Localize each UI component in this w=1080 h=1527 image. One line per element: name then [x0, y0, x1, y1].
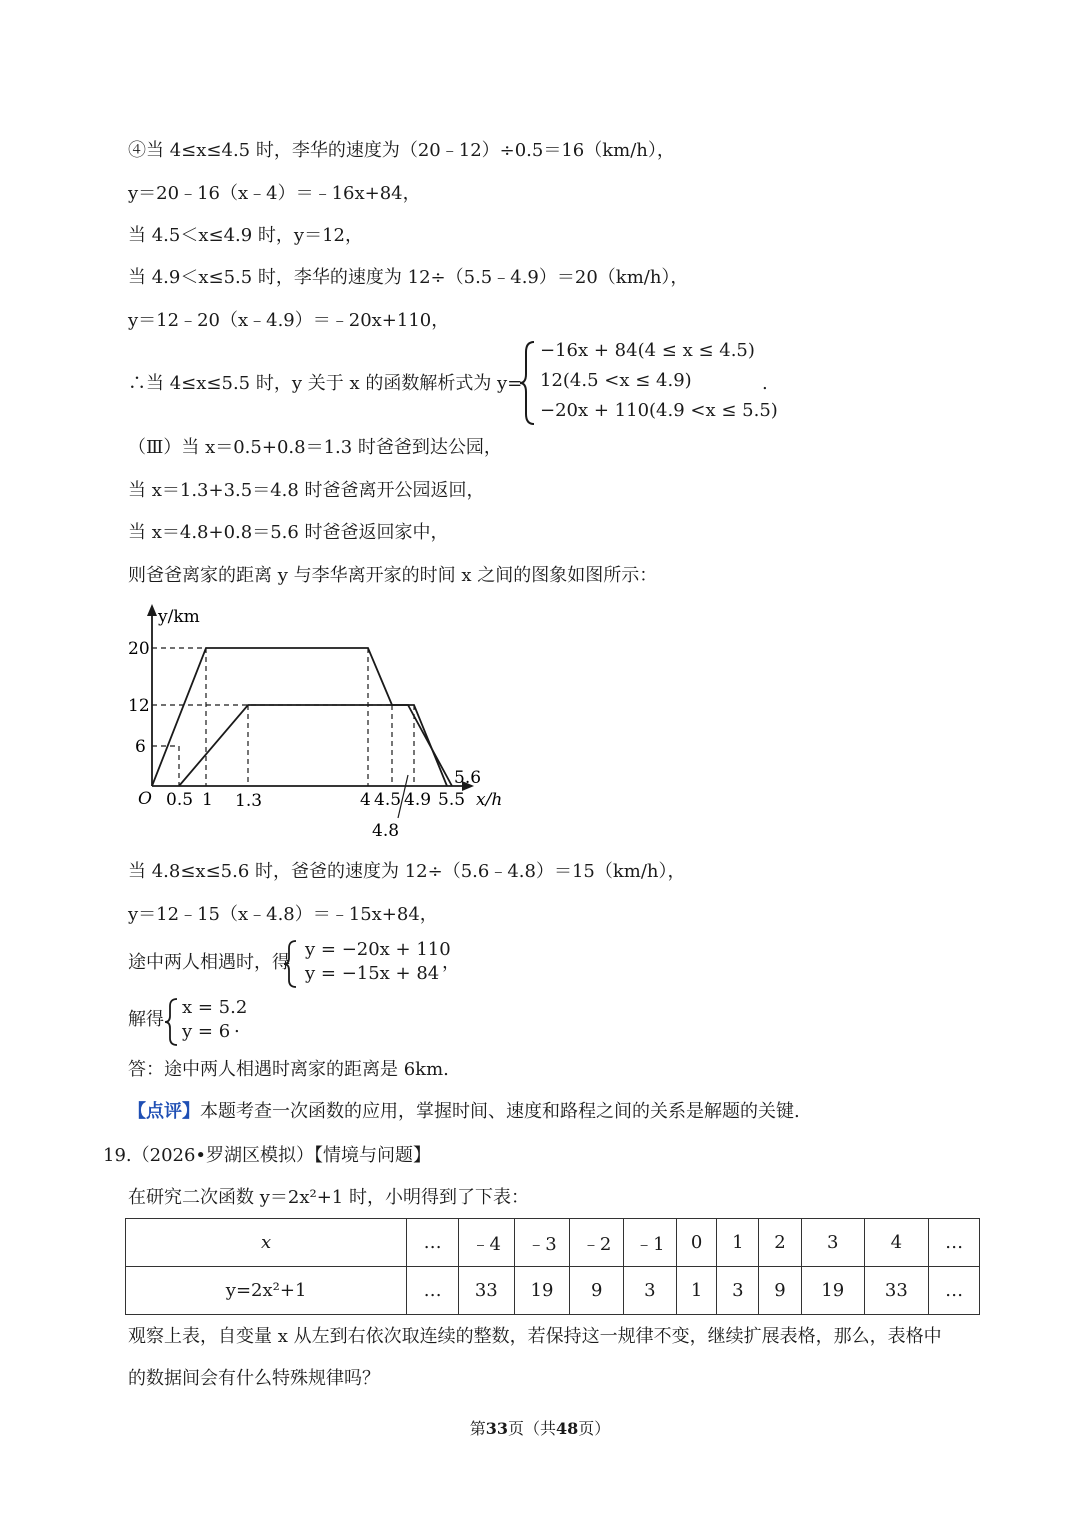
table-cell: 3 — [624, 1267, 677, 1315]
y-axis-arrow-icon — [147, 604, 157, 616]
left-brace-icon — [518, 340, 538, 426]
table-cell: 19 — [514, 1267, 570, 1315]
label-5.6: 5.6 — [454, 768, 482, 788]
table-cell: ﹣3 — [514, 1219, 570, 1267]
piece-row-3: −20x + 110(4.9 <x ≤ 5.5) — [540, 400, 778, 421]
piecewise-function — [500, 338, 780, 428]
line-4.5-4.9: 当 4.5＜x≤4.9 时，y＝12， — [128, 225, 364, 246]
page-total: 48 — [556, 1419, 579, 1438]
line-pattern-question: 的数据间会有什么特殊规律吗？ — [128, 1368, 380, 1389]
equation-system-1 — [283, 938, 453, 990]
line-observe: 观察上表，自变量 x 从左到右依次取连续的整数，若保持这一规律不变，继续扩展表格，那么，表格中 — [128, 1326, 942, 1347]
x-tick-1: 1 — [202, 790, 213, 810]
question-19-header: 19.（2026•罗湖区模拟）【情境与问题】 — [103, 1145, 432, 1166]
x-axis-label: x/h — [476, 790, 503, 810]
table-cell: … — [407, 1219, 459, 1267]
label-4.8: 4.8 — [372, 821, 400, 840]
footer-pre: 第 — [469, 1419, 486, 1438]
x-tick-1.3: 1.3 — [235, 791, 263, 811]
solve-period: . — [234, 1016, 240, 1037]
table-cell: 9 — [759, 1267, 802, 1315]
table-row — [126, 1219, 980, 1267]
piece-row-2: 12(4.5 <x ≤ 4.9) — [540, 370, 692, 391]
y-tick-20: 20 — [128, 639, 150, 659]
line-piecewise-prefix: ∴当 4≤x≤5.5 时，y 关于 x 的函数解析式为 y= — [128, 373, 523, 394]
y-axis-label: y/km — [158, 607, 200, 627]
table-cell: 3 — [717, 1267, 759, 1315]
line-y-expr-2: y＝12﹣20（x﹣4.9）＝﹣20x+110， — [128, 310, 450, 331]
page-number: 33 — [485, 1419, 508, 1438]
x-tick-4.9: 4.9 — [404, 790, 432, 810]
line-dad-home: 当 x＝4.8+0.8＝5.6 时爸爸返回家中， — [128, 522, 449, 543]
table-cell: 0 — [676, 1219, 717, 1267]
table-cell: … — [929, 1219, 980, 1267]
comment-badge: 【点评】 — [128, 1101, 200, 1122]
equation-system-2 — [164, 996, 254, 1048]
table-cell: 2 — [759, 1219, 802, 1267]
table-cell: … — [407, 1267, 459, 1315]
origin-label: O — [138, 789, 152, 809]
comment-text: 本题考查一次函数的应用，掌握时间、速度和路程之间的关系是解题的关键. — [200, 1101, 800, 1122]
table-row-header: y=2x²+1 — [126, 1267, 407, 1315]
table-row — [126, 1267, 980, 1315]
page-footer — [0, 1416, 1080, 1439]
line-meet-prefix: 途中两人相遇时，得 — [128, 952, 290, 973]
line-speed-4.9-5.5: 当 4.9＜x≤5.5 时，李华的速度为 12÷（5.5﹣4.9）＝20（km/h）， — [128, 267, 689, 288]
x-tick-5.5: 5.5 — [438, 790, 466, 810]
sys1-row-1: y = −20x + 110 — [305, 939, 451, 960]
brace-icon — [164, 997, 180, 1047]
value-table — [125, 1218, 980, 1315]
table-cell: 33 — [864, 1267, 929, 1315]
y-tick-12: 12 — [128, 696, 150, 716]
piece-row-1: −16x + 84(4 ≤ x ≤ 4.5) — [540, 340, 755, 361]
table-cell: 9 — [570, 1267, 624, 1315]
line-speed-4-4.5: ④当 4≤x≤4.5 时，李华的速度为（20﹣12）÷0.5＝16（km/h）， — [128, 140, 675, 161]
y-tick-6: 6 — [135, 737, 146, 757]
line-answer: 答：途中两人相遇时离家的距离是 6km. — [128, 1059, 449, 1080]
sys2-row-2: y = 6 — [182, 1021, 231, 1042]
table-cell: 3 — [801, 1219, 864, 1267]
table-cell: … — [929, 1267, 980, 1315]
x-tick-4.5: 4.5 — [374, 790, 402, 810]
line-table-intro: 在研究二次函数 y＝2x²+1 时，小明得到了下表： — [128, 1187, 529, 1208]
line-dad-leaves: 当 x＝1.3+3.5＝4.8 时爸爸离开公园返回， — [128, 480, 485, 501]
table-cell: 1 — [676, 1267, 717, 1315]
line-dad-speed: 当 4.8≤x≤5.6 时，爸爸的速度为 12÷（5.6﹣4.8）＝15（km/h）， — [128, 861, 686, 882]
dad-path — [179, 705, 452, 786]
meet-comma: ， — [442, 952, 460, 973]
line-dad-arrives: （Ⅲ）当 x＝0.5+0.8＝1.3 时爸爸到达公园， — [128, 437, 502, 458]
x-tick-4: 4 — [360, 790, 371, 810]
table-cell: 19 — [801, 1267, 864, 1315]
line-solve-prefix: 解得 — [128, 1009, 164, 1030]
line-comment — [128, 1100, 800, 1124]
table-cell: ﹣4 — [458, 1219, 514, 1267]
piecewise-period: . — [762, 373, 768, 394]
table-cell: 1 — [717, 1219, 759, 1267]
sys1-row-2: y = −15x + 84 — [305, 963, 440, 984]
line-y-expr-1: y＝20﹣16（x﹣4）＝﹣16x+84， — [128, 183, 421, 204]
line-dad-expr: y＝12﹣15（x﹣4.8）＝﹣15x+84， — [128, 904, 438, 925]
footer-post: 页） — [578, 1419, 611, 1438]
table-cell: ﹣1 — [624, 1219, 677, 1267]
line-graph-intro: 则爸爸离家的距离 y 与李华离开家的时间 x 之间的图象如图所示： — [128, 565, 658, 586]
table-cell: 4 — [864, 1219, 929, 1267]
table-row-header: x — [126, 1219, 407, 1267]
x-tick-0.5: 0.5 — [166, 790, 194, 810]
footer-mid: 页（共 — [507, 1419, 556, 1438]
brace-icon — [283, 939, 299, 989]
table-cell: ﹣2 — [570, 1219, 624, 1267]
distance-time-graph — [120, 600, 520, 840]
table-cell: 33 — [458, 1267, 514, 1315]
sys2-row-1: x = 5.2 — [182, 997, 248, 1018]
